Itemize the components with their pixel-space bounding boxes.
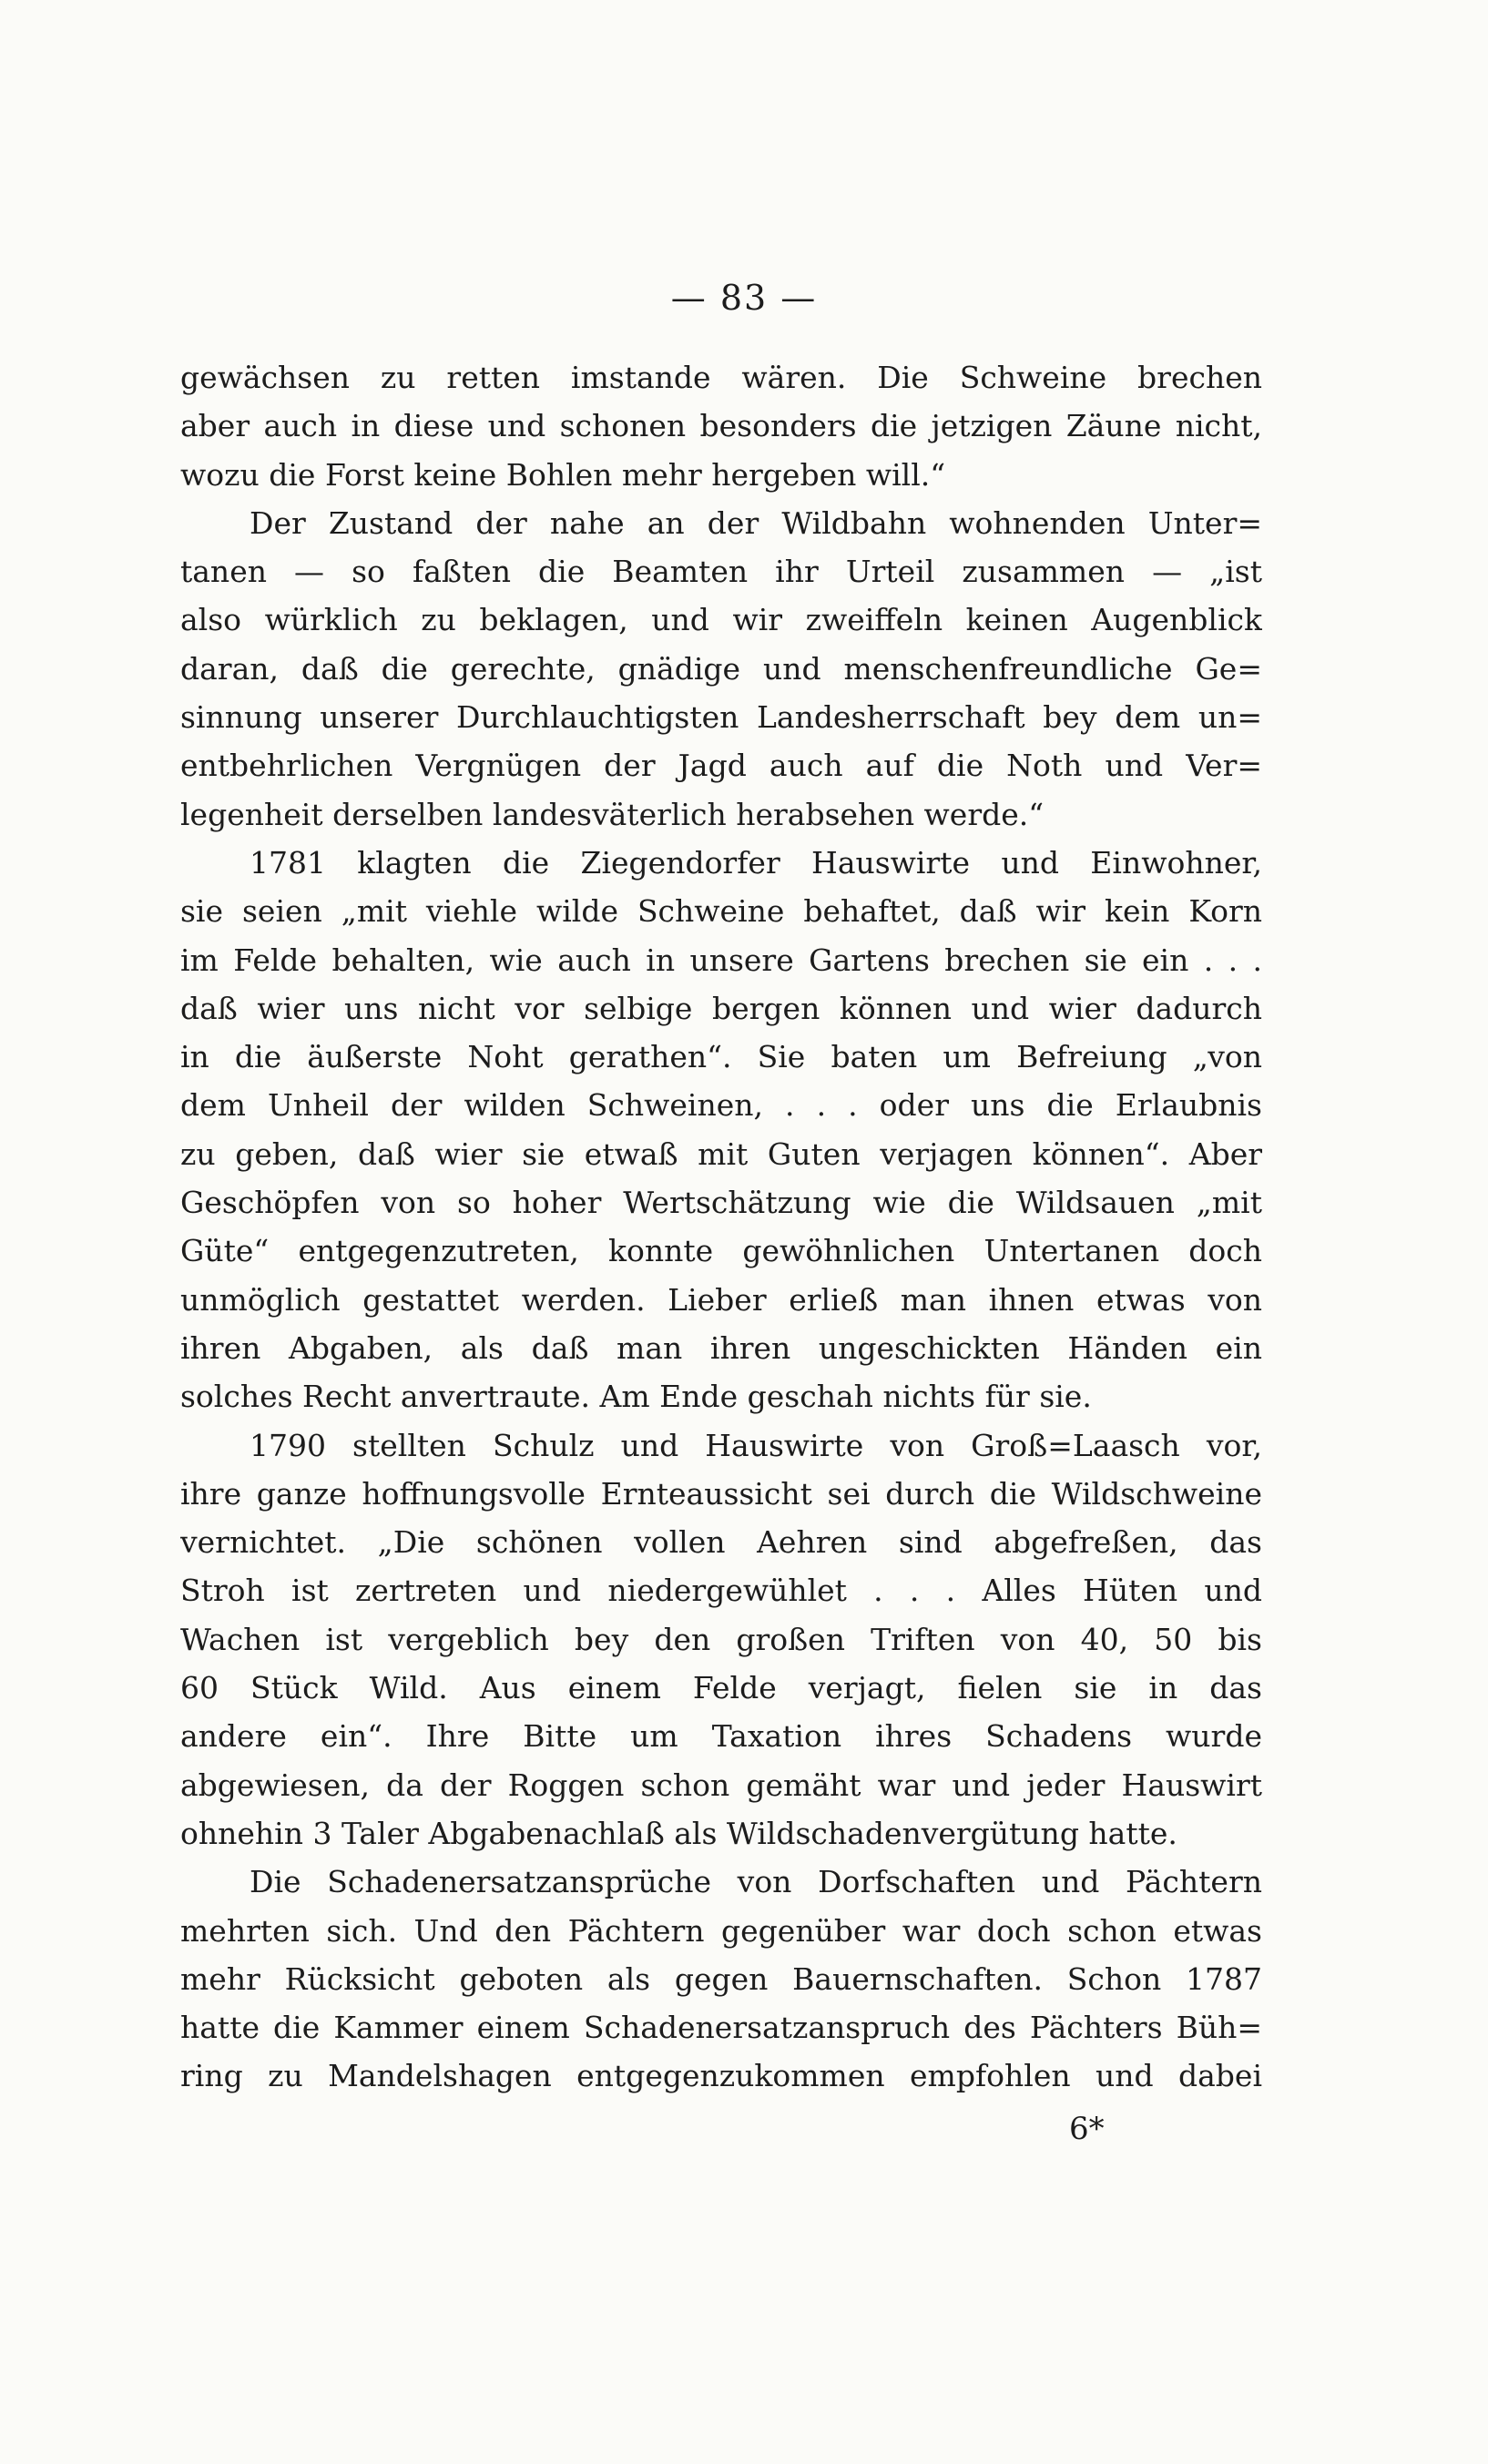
text-line: andere ein“. Ihre Bitte um Taxation ihres Schadens wurde (180, 1718, 1262, 1755)
text-line: 1781 klagten die Ziegendorfer Hauswirte und Einwohner, (250, 844, 1262, 881)
text-line: sie seien „mit viehle wilde Schweine behaftet, daß wir kein Korn (180, 893, 1262, 930)
text-line: ohnehin 3 Taler Abgabenachlaß als Wildschadenvergütung hatte. (180, 1815, 1177, 1851)
text-line: Güte“ entgegenzutreten, konnte gewöhnlichen Untertanen doch (180, 1233, 1262, 1269)
text-line: daran, daß die gerechte, gnädige und menschenfreundliche Ge= (180, 650, 1262, 687)
text-line: dem Unheil der wilden Schweinen, . . . oder uns die Erlaubnis (180, 1087, 1262, 1124)
text-line: solches Recht anvertraute. Am Ende geschah nichts für sie. (180, 1379, 1092, 1415)
text-line: ihren Abgaben, als daß man ihren ungeschickten Händen ein (180, 1329, 1262, 1366)
paragraph-1 (180, 353, 1262, 499)
text-line: mehr Rücksicht geboten als gegen Bauernschaften. Schon 1787 (180, 1960, 1262, 1997)
text-line: abgewiesen, da der Roggen schon gemäht war und jeder Hauswirt (180, 1767, 1262, 1803)
text-line: gewächsen zu retten imstande wären. Die Schweine brechen (180, 360, 1262, 395)
text-line: unmöglich gestattet werden. Lieber erließ man ihnen etwas von (180, 1281, 1262, 1318)
text-line: tanen — so faßten die Beamten ihr Urteil zusammen — „ist (180, 554, 1262, 590)
text-line: 1790 stellten Schulz und Hauswirte von Groß=Laasch vor, (250, 1427, 1262, 1463)
text-line: vernichtet. „Die schönen vollen Aehren sind abgefreßen, das (180, 1524, 1262, 1561)
text-line: hatte die Kammer einem Schadenersatzanspruch des Pächters Büh= (180, 2010, 1262, 2046)
text-line: also würklich zu beklagen, und wir zweiffeln keinen Augenblick (180, 602, 1262, 638)
text-line: Wachen ist vergeblich bey den großen Triften von 40, 50 bis (180, 1621, 1262, 1657)
paragraph-5 (180, 1858, 1262, 2100)
paragraph-2 (180, 499, 1262, 839)
text-line: im Felde behalten, wie auch in unsere Gartens brechen sie ein . . . (180, 942, 1262, 978)
text-line: daß wier uns nicht vor selbige bergen können und wier dadurch (180, 990, 1262, 1026)
text-line: entbehrlichen Vergnügen der Jagd auch auf die Noth und Ver= (180, 748, 1262, 784)
text-line: ihre ganze hoffnungsvolle Ernteaussicht sei durch die Wildschweine (180, 1475, 1262, 1512)
text-line: zu geben, daß wier sie etwaß mit Guten verjagen können“. Aber (180, 1135, 1262, 1172)
page-number: — 83 — (670, 278, 818, 318)
text-line: Die Schadenersatzansprüche von Dorfschaften und Pächtern (250, 1864, 1262, 1900)
body-text (180, 353, 1262, 2101)
text-line: ring zu Mandelshagen entgegenzukommen empfohlen und dabei (180, 2058, 1262, 2094)
text-line: Der Zustand der nahe an der Wildbahn wohnenden Unter= (250, 504, 1262, 541)
paragraph-4 (180, 1421, 1262, 1858)
text-line: wozu die Forst keine Bohlen mehr hergeben will.“ (180, 456, 946, 493)
text-line: 60 Stück Wild. Aus einem Felde verjagt, fielen sie in das (180, 1670, 1262, 1706)
text-line: sinnung unserer Durchlauchtigsten Landesherrschaft bey dem un= (180, 699, 1262, 736)
text-line: Stroh ist zertreten und niedergewühlet . . . Alles Hüten und (180, 1573, 1262, 1609)
text-line: mehrten sich. Und den Pächtern gegenüber war doch schon etwas (180, 1912, 1262, 1949)
text-line: legenheit derselben landesväterlich herabsehen werde.“ (180, 796, 1045, 832)
text-line: aber auch in diese und schonen besonders die jetzigen Zäune nicht, (180, 408, 1262, 444)
paragraph-3 (180, 839, 1262, 1421)
text-line: Geschöpfen von so hoher Wertschätzung wie die Wildsauen „mit (180, 1185, 1262, 1221)
text-line: in die äußerste Noht gerathen“. Sie baten um Befreiung „von (180, 1039, 1262, 1075)
printer-signature: 6* (1069, 2111, 1105, 2147)
